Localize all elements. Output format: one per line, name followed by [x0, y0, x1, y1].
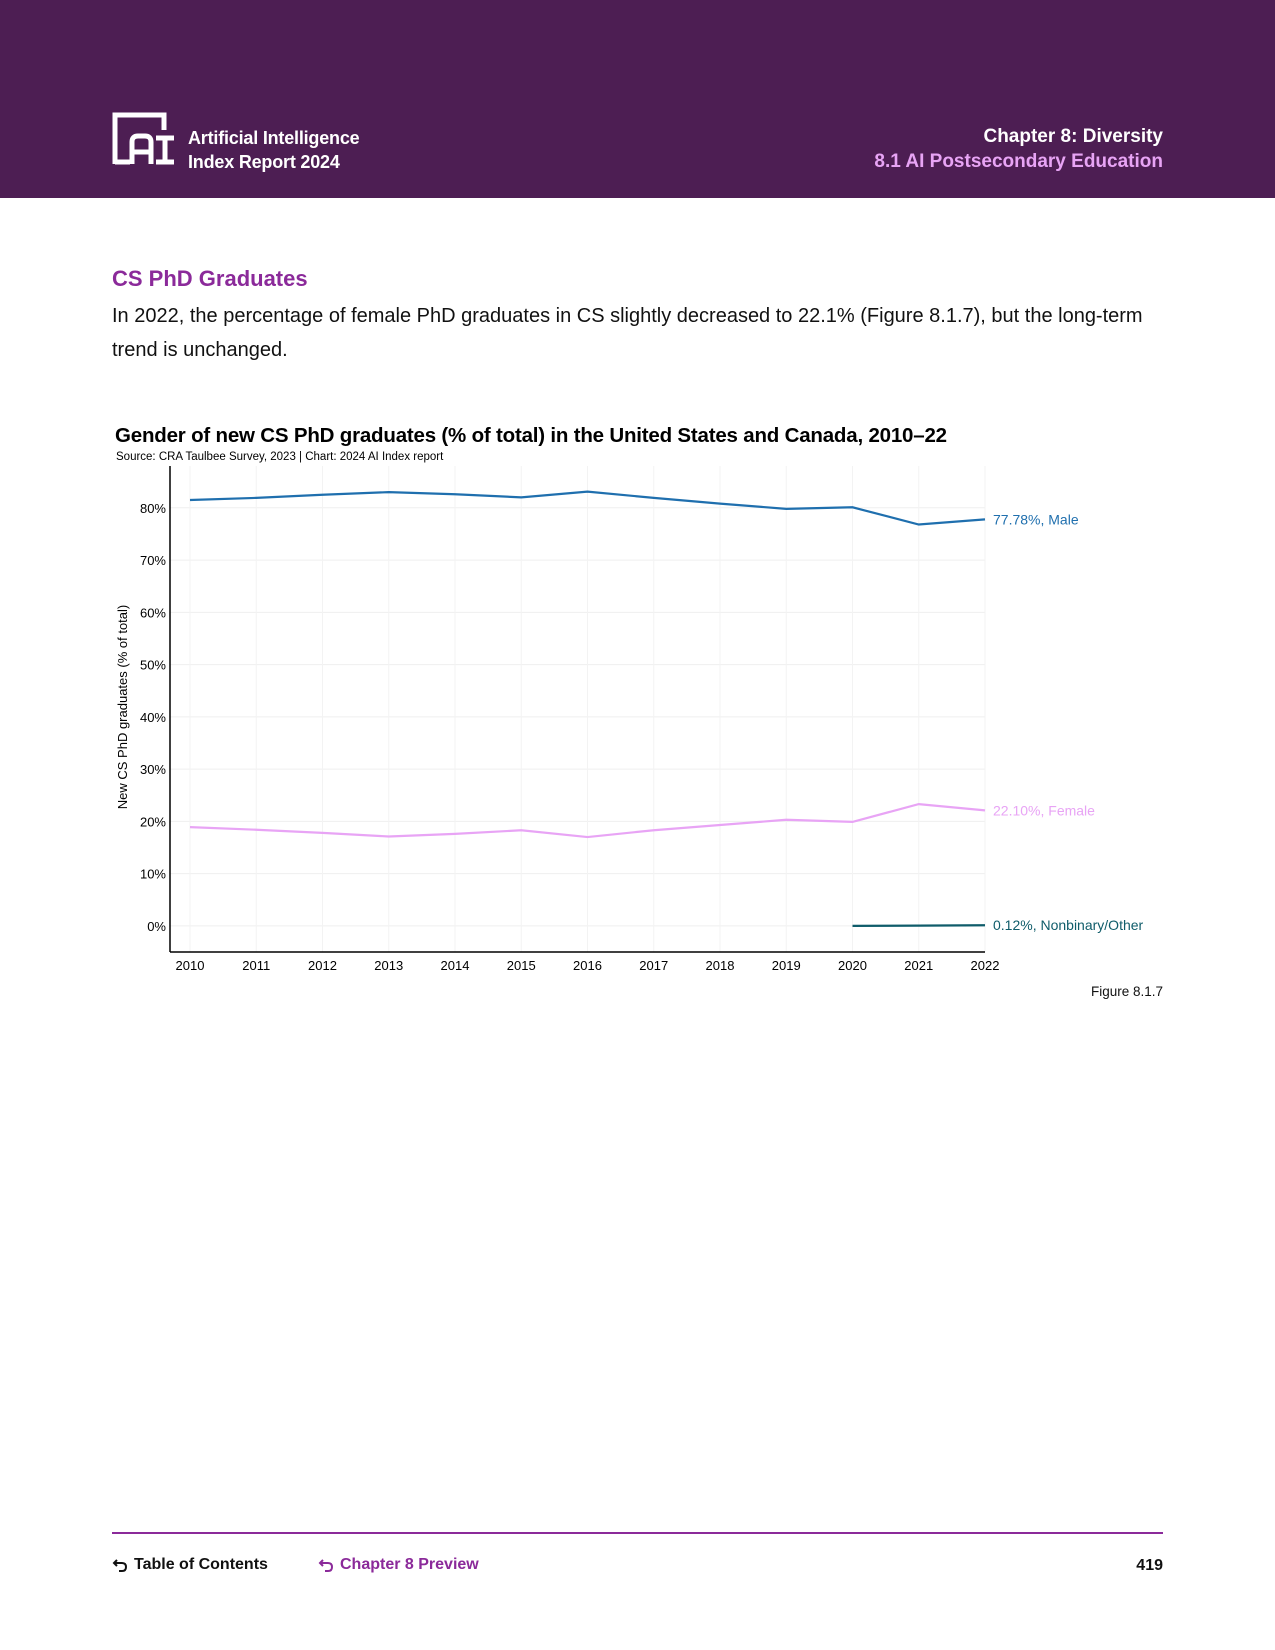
y-tick-label: 0%: [147, 918, 166, 934]
report-name-line2: Index Report 2024: [188, 152, 340, 172]
x-tick-label: 2017: [639, 958, 669, 973]
x-tick-label: 2021: [904, 958, 934, 973]
x-tick-label: 2020: [838, 958, 867, 973]
y-tick-label: 30%: [139, 762, 166, 778]
footer-divider: [112, 1532, 1163, 1534]
series-end-label: 0.12%, Nonbinary/Other: [993, 917, 1144, 934]
y-tick-label: 20%: [139, 814, 166, 830]
chapter-title: Chapter 8: Diversity: [983, 126, 1163, 147]
x-tick-label: 2015: [506, 958, 536, 973]
x-tick-label: 2012: [308, 958, 337, 973]
x-tick-label: 2019: [771, 958, 801, 973]
y-tick-label: 70%: [139, 553, 166, 569]
x-tick-label: 2016: [573, 958, 602, 973]
x-tick-label: 2011: [242, 958, 271, 973]
body-paragraph: In 2022, the percentage of female PhD graduates in CS slightly decreased to 22.1% (Figure 8.1.7), but the long-term trend is unchanged.: [112, 305, 1143, 361]
series-end-label: 77.78%, Male: [993, 511, 1079, 528]
x-tick-label: 2022: [970, 958, 1000, 973]
chart-source: Source: CRA Taulbee Survey, 2023 | Chart: 2024 AI Index report: [116, 451, 444, 463]
chapter-preview-label: Chapter 8 Preview: [340, 1556, 479, 1573]
figure-label: Figure 8.1.7: [1090, 984, 1163, 999]
series-end-label: 22.10%, Female: [993, 802, 1095, 819]
y-tick-label: 40%: [139, 709, 166, 725]
x-tick-label: 2018: [705, 958, 735, 973]
table-of-contents-link[interactable]: [112, 1556, 268, 1574]
y-tick-label: 80%: [139, 500, 166, 516]
series-line-nonbinary-other: [853, 925, 986, 926]
chapter-preview-link[interactable]: [318, 1556, 479, 1574]
x-tick-label: 2014: [440, 958, 470, 973]
y-tick-label: 10%: [139, 866, 166, 882]
return-arrow-icon: [318, 1557, 334, 1573]
section-heading: CS PhD Graduates: [112, 266, 308, 291]
y-tick-label: 50%: [139, 657, 166, 673]
return-arrow-icon: [112, 1557, 128, 1573]
x-tick-label: 2013: [374, 958, 404, 973]
y-tick-label: 60%: [139, 605, 166, 621]
x-tick-label: 2010: [175, 958, 205, 973]
report-name-line1: Artificial Intelligence: [188, 128, 360, 148]
section-subtitle: 8.1 AI Postsecondary Education: [874, 151, 1163, 172]
page-number: 419: [1136, 1557, 1163, 1574]
table-of-contents-label: Table of Contents: [134, 1556, 268, 1573]
y-axis-label: New CS PhD graduates (% of total): [115, 604, 130, 810]
chart-title: Gender of new CS PhD graduates (% of total) in the United States and Canada, 2010–22: [115, 424, 947, 447]
